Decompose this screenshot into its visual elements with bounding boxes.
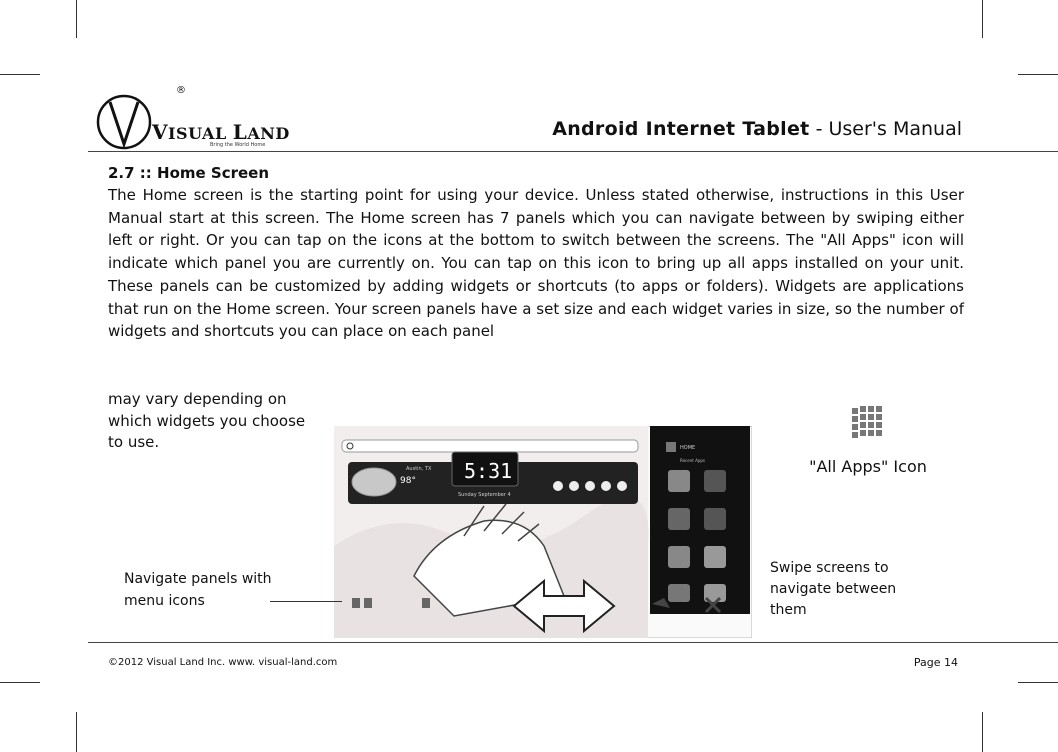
- swipe-callout: Swipe screens to navigate between them: [770, 560, 897, 618]
- registered-mark: ®: [176, 85, 186, 96]
- crop-mark: [0, 682, 40, 683]
- crop-mark: [0, 74, 40, 75]
- navigate-callout: Navigate panels with menu icons: [124, 571, 272, 609]
- callout-leader-line: [270, 601, 342, 602]
- document-title: Android Internet Tablet - User's Manual: [552, 118, 962, 140]
- crop-mark: [982, 0, 983, 38]
- section-heading: 2.7 :: Home Screen: [108, 164, 270, 182]
- all-apps-callout: "All Apps" Icon: [809, 457, 927, 476]
- clock-time: 5:31: [464, 459, 513, 483]
- weather-temp: 98°: [400, 476, 416, 486]
- all-apps-icon: [846, 404, 886, 448]
- brand-name: VISUAL LAND: [152, 120, 290, 144]
- header-rule: [88, 151, 1058, 152]
- section-body-tail: may vary depending on which widgets you choose to use.: [108, 390, 306, 451]
- brand-tagline: Bring the World Home: [210, 142, 266, 148]
- crop-mark: [1018, 682, 1058, 683]
- crop-mark: [982, 712, 983, 752]
- weather-city: Austin, TX: [406, 466, 432, 472]
- panel-recent-label: Recent Apps: [680, 458, 705, 463]
- crop-mark: [76, 0, 77, 38]
- clock-date: Sunday September 4: [458, 492, 511, 498]
- crop-mark: [1018, 74, 1058, 75]
- home-screen-illustration: [334, 426, 752, 638]
- footer-copyright: ©2012 Visual Land Inc. www. visual-land.com: [108, 657, 338, 668]
- panel-home-label: HOME: [680, 445, 696, 451]
- section-body: The Home screen is the starting point for using your device. Unless stated otherwise, instructions in this User Manual start at this screen. The Home screen has 7 panels which you can navigate between by swiping either left or right. Or you can tap on the icons at the bottom to switch between the screens. The "All Apps" icon will indicate which panel you are currently on. You can tap on this icon to bring up all apps installed on your unit. These panels can be customized by adding widgets or shortcuts (to apps or folders). Widgets are applications that run on the Home screen. Your screen panels have a set size and each widget varies in size, so the number of widgets and shortcuts you can place on each panel: [108, 186, 964, 341]
- footer-rule: [88, 642, 1058, 643]
- crop-mark: [76, 712, 77, 752]
- page-number: Page 14: [913, 656, 958, 669]
